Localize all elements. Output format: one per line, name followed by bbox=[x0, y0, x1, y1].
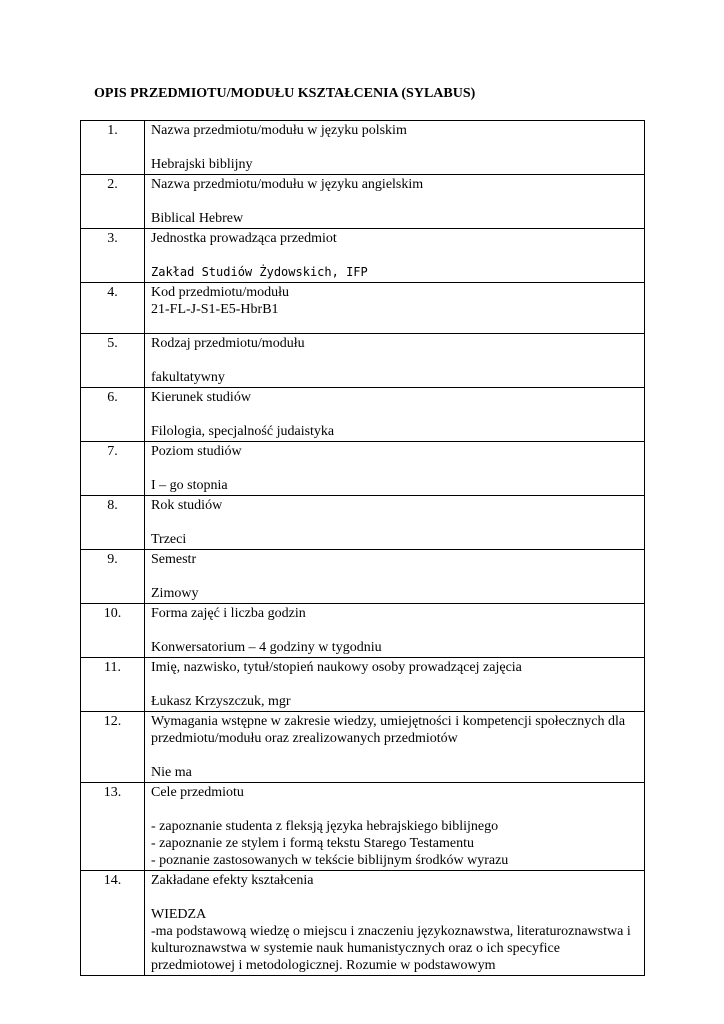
row-label: Rok studiów bbox=[151, 498, 223, 513]
row-label: Nazwa przedmiotu/modułu w języku angielskim bbox=[151, 177, 424, 192]
row-number: 13. bbox=[81, 783, 145, 871]
table-row bbox=[81, 658, 645, 712]
row-content bbox=[145, 121, 645, 175]
row-number: 11. bbox=[81, 658, 145, 712]
goal-item: - poznanie zastosowanych w tekście biblijnym środków wyrazu bbox=[151, 853, 509, 868]
row-text: -ma podstawową wiedzę o miejscu i znaczeniu językoznawstwa, literaturoznawstwa i kulturoznawstwa w systemie nauk humanistycznych oraz o ich specyfice przedmiotowej i metodologicznej. Rozumie w podstawowym bbox=[151, 924, 631, 973]
row-content bbox=[145, 550, 645, 604]
row-number: 10. bbox=[81, 604, 145, 658]
row-value: Zakład Studiów Żydowskich, IFP bbox=[151, 265, 368, 279]
table-row bbox=[81, 550, 645, 604]
row-value: Filologia, specjalność judaistyka bbox=[151, 424, 335, 439]
row-content bbox=[145, 783, 645, 871]
syllabus-table bbox=[80, 120, 645, 976]
row-label: Poziom studiów bbox=[151, 444, 242, 459]
row-value: Trzeci bbox=[151, 532, 187, 547]
row-number: 2. bbox=[81, 175, 145, 229]
row-value: Biblical Hebrew bbox=[151, 211, 244, 226]
row-label: Imię, nazwisko, tytuł/stopień naukowy osoby prowadzącej zajęcia bbox=[151, 660, 522, 675]
row-label: Semestr bbox=[151, 552, 197, 567]
row-content bbox=[145, 388, 645, 442]
row-value: I – go stopnia bbox=[151, 478, 228, 493]
goal-item: - zapoznanie studenta z fleksją języka hebrajskiego biblijnego bbox=[151, 819, 499, 834]
table-row bbox=[81, 175, 645, 229]
row-label: Nazwa przedmiotu/modułu w języku polskim bbox=[151, 123, 407, 138]
row-content bbox=[145, 496, 645, 550]
row-number: 4. bbox=[81, 283, 145, 334]
row-label: Kierunek studiów bbox=[151, 390, 251, 405]
row-number: 5. bbox=[81, 334, 145, 388]
row-value: Nie ma bbox=[151, 765, 192, 780]
row-value: Łukasz Krzyszczuk, mgr bbox=[151, 694, 291, 709]
table-row bbox=[81, 334, 645, 388]
row-content bbox=[145, 175, 645, 229]
row-value: 21-FL-J-S1-E5-HbrB1 bbox=[151, 302, 279, 317]
table-row bbox=[81, 604, 645, 658]
row-label: Wymagania wstępne w zakresie wiedzy, umiejętności i kompetencji społecznych dla przedmiotu/modułu oraz zrealizowanych przedmiotów bbox=[151, 714, 626, 746]
row-number: 6. bbox=[81, 388, 145, 442]
section-heading: WIEDZA bbox=[151, 907, 207, 922]
row-content bbox=[145, 442, 645, 496]
table-row bbox=[81, 283, 645, 334]
row-value: fakultatywny bbox=[151, 370, 225, 385]
row-number: 12. bbox=[81, 712, 145, 783]
table-row bbox=[81, 783, 645, 871]
table-row bbox=[81, 712, 645, 783]
row-value: Konwersatorium – 4 godziny w tygodniu bbox=[151, 640, 382, 655]
table-row bbox=[81, 442, 645, 496]
row-content bbox=[145, 871, 645, 976]
document-title: OPIS PRZEDMIOTU/MODUŁU KSZTAŁCENIA (SYLABUS) bbox=[94, 86, 476, 101]
row-content bbox=[145, 658, 645, 712]
row-number: 9. bbox=[81, 550, 145, 604]
row-content bbox=[145, 604, 645, 658]
row-value: Hebrajski biblijny bbox=[151, 157, 253, 172]
row-content bbox=[145, 283, 645, 334]
row-label: Rodzaj przedmiotu/modułu bbox=[151, 336, 305, 351]
row-number: 8. bbox=[81, 496, 145, 550]
row-number: 3. bbox=[81, 229, 145, 283]
goal-item: - zapoznanie ze stylem i formą tekstu Starego Testamentu bbox=[151, 836, 474, 851]
table-row bbox=[81, 229, 645, 283]
table-row bbox=[81, 871, 645, 976]
table-row bbox=[81, 388, 645, 442]
row-label: Forma zajęć i liczba godzin bbox=[151, 606, 306, 621]
row-label: Zakładane efekty kształcenia bbox=[151, 873, 314, 888]
table-row bbox=[81, 121, 645, 175]
row-label: Jednostka prowadząca przedmiot bbox=[151, 231, 337, 246]
row-label: Cele przedmiotu bbox=[151, 785, 244, 800]
row-content bbox=[145, 712, 645, 783]
row-number: 14. bbox=[81, 871, 145, 976]
row-content bbox=[145, 334, 645, 388]
table-row bbox=[81, 496, 645, 550]
row-content bbox=[145, 229, 645, 283]
row-number: 1. bbox=[81, 121, 145, 175]
row-value: Zimowy bbox=[151, 586, 199, 601]
row-number: 7. bbox=[81, 442, 145, 496]
row-label: Kod przedmiotu/modułu bbox=[151, 285, 290, 300]
